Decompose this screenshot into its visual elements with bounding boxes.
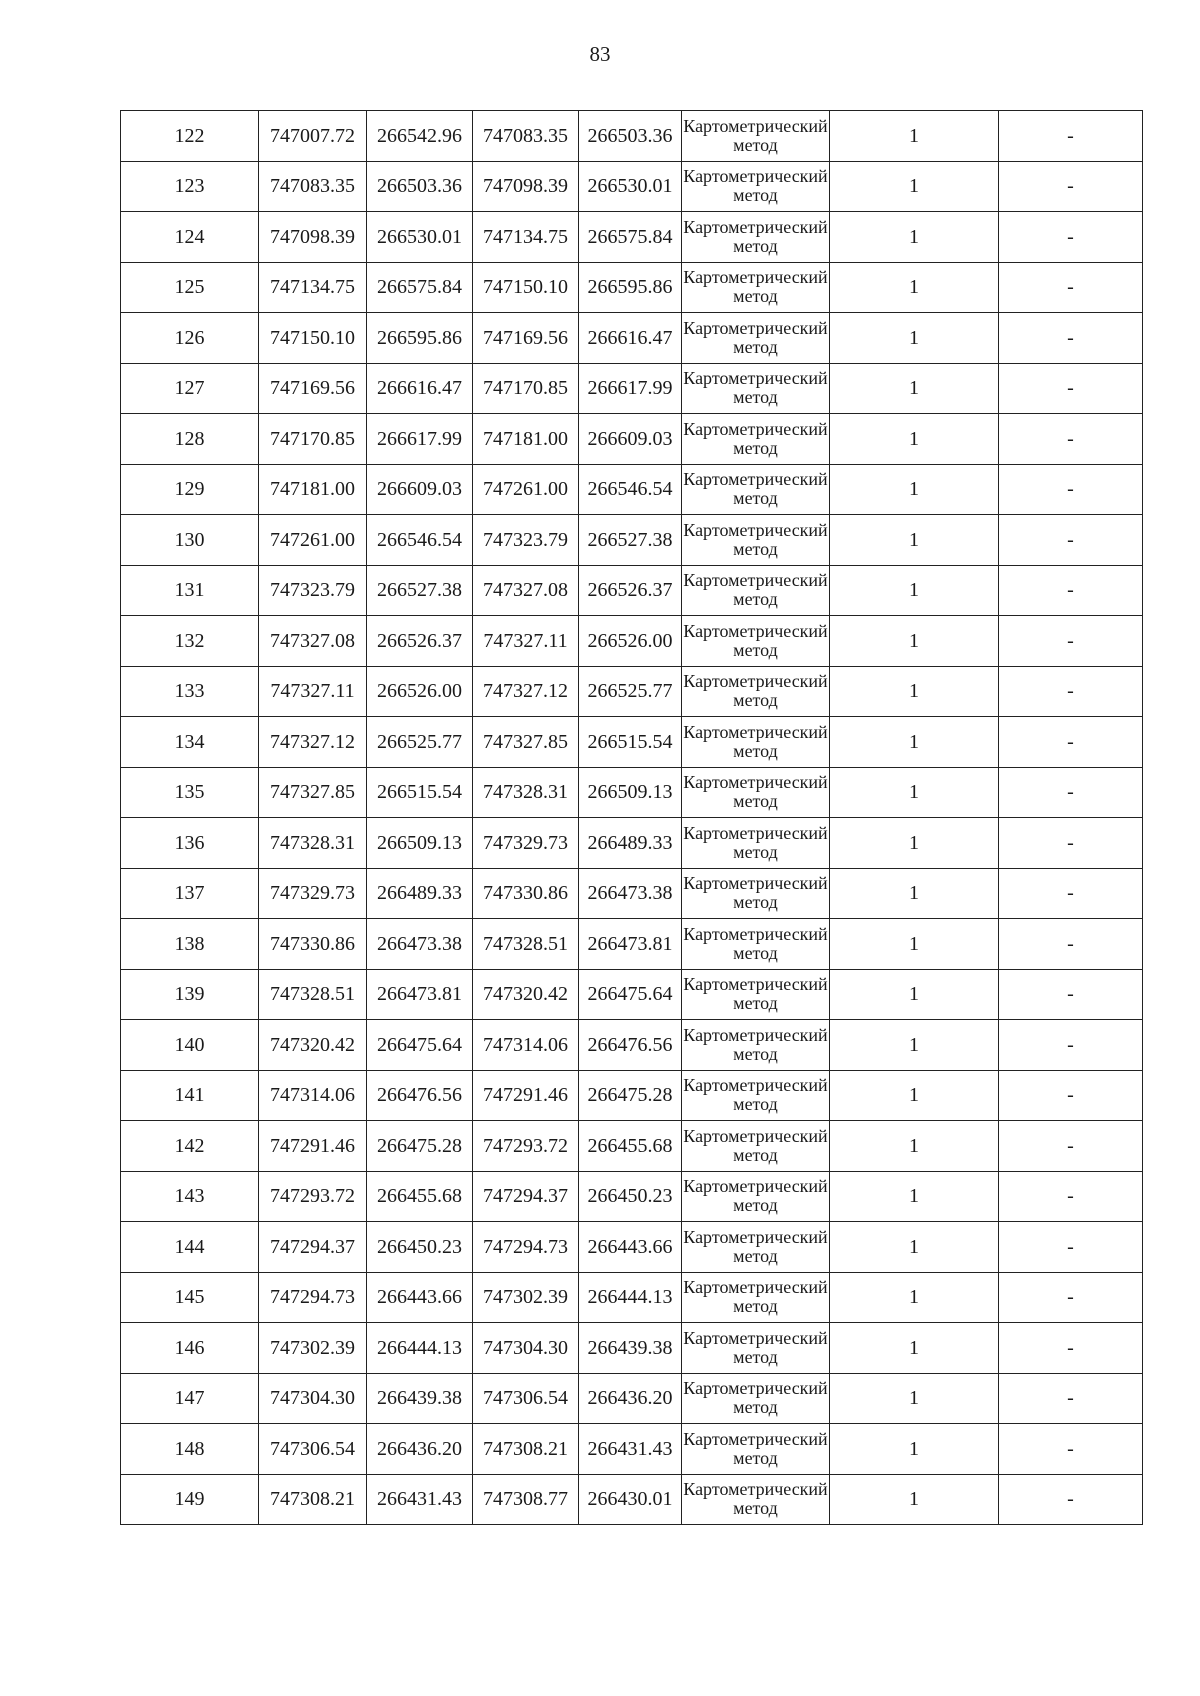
accuracy-cell: 1 bbox=[830, 767, 999, 818]
point-number-cell: 137 bbox=[121, 868, 259, 919]
method-cell: Картометрический метод bbox=[682, 818, 830, 869]
x2-cell: 747323.79 bbox=[473, 515, 579, 566]
x1-cell: 747327.85 bbox=[259, 767, 367, 818]
accuracy-cell: 1 bbox=[830, 919, 999, 970]
point-number-cell: 135 bbox=[121, 767, 259, 818]
table-row bbox=[121, 868, 1143, 919]
x1-cell: 747327.08 bbox=[259, 616, 367, 667]
x2-cell: 747293.72 bbox=[473, 1121, 579, 1172]
y1-cell: 266473.81 bbox=[367, 969, 473, 1020]
x2-cell: 747083.35 bbox=[473, 111, 579, 162]
x2-cell: 747134.75 bbox=[473, 212, 579, 263]
y1-cell: 266473.38 bbox=[367, 919, 473, 970]
y2-cell: 266526.37 bbox=[579, 565, 682, 616]
y1-cell: 266526.00 bbox=[367, 666, 473, 717]
x1-cell: 747323.79 bbox=[259, 565, 367, 616]
point-number-cell: 123 bbox=[121, 161, 259, 212]
x2-cell: 747328.51 bbox=[473, 919, 579, 970]
accuracy-cell: 1 bbox=[830, 1070, 999, 1121]
note-cell: - bbox=[999, 565, 1143, 616]
x1-cell: 747328.51 bbox=[259, 969, 367, 1020]
x1-cell: 747181.00 bbox=[259, 464, 367, 515]
table-row bbox=[121, 363, 1143, 414]
table-row bbox=[121, 1474, 1143, 1525]
y2-cell: 266450.23 bbox=[579, 1171, 682, 1222]
accuracy-cell: 1 bbox=[830, 868, 999, 919]
y2-cell: 266525.77 bbox=[579, 666, 682, 717]
table-row bbox=[121, 1373, 1143, 1424]
note-cell: - bbox=[999, 464, 1143, 515]
x2-cell: 747330.86 bbox=[473, 868, 579, 919]
table-row bbox=[121, 969, 1143, 1020]
accuracy-cell: 1 bbox=[830, 666, 999, 717]
y2-cell: 266595.86 bbox=[579, 262, 682, 313]
point-number-cell: 138 bbox=[121, 919, 259, 970]
y2-cell: 266609.03 bbox=[579, 414, 682, 465]
y1-cell: 266444.13 bbox=[367, 1323, 473, 1374]
y2-cell: 266509.13 bbox=[579, 767, 682, 818]
note-cell: - bbox=[999, 1020, 1143, 1071]
table-row bbox=[121, 111, 1143, 162]
x2-cell: 747327.85 bbox=[473, 717, 579, 768]
method-cell: Картометрический метод bbox=[682, 111, 830, 162]
note-cell: - bbox=[999, 262, 1143, 313]
y1-cell: 266476.56 bbox=[367, 1070, 473, 1121]
x1-cell: 747291.46 bbox=[259, 1121, 367, 1172]
note-cell: - bbox=[999, 313, 1143, 364]
table-row bbox=[121, 1070, 1143, 1121]
method-cell: Картометрический метод bbox=[682, 1474, 830, 1525]
point-number-cell: 147 bbox=[121, 1373, 259, 1424]
x1-cell: 747320.42 bbox=[259, 1020, 367, 1071]
note-cell: - bbox=[999, 212, 1143, 263]
x1-cell: 747294.73 bbox=[259, 1272, 367, 1323]
y2-cell: 266475.64 bbox=[579, 969, 682, 1020]
table-row bbox=[121, 717, 1143, 768]
table-row bbox=[121, 1121, 1143, 1172]
note-cell: - bbox=[999, 1171, 1143, 1222]
y1-cell: 266546.54 bbox=[367, 515, 473, 566]
method-cell: Картометрический метод bbox=[682, 262, 830, 313]
method-cell: Картометрический метод bbox=[682, 717, 830, 768]
note-cell: - bbox=[999, 1424, 1143, 1475]
y2-cell: 266475.28 bbox=[579, 1070, 682, 1121]
x1-cell: 747007.72 bbox=[259, 111, 367, 162]
note-cell: - bbox=[999, 717, 1143, 768]
y1-cell: 266439.38 bbox=[367, 1373, 473, 1424]
x2-cell: 747308.21 bbox=[473, 1424, 579, 1475]
point-number-cell: 136 bbox=[121, 818, 259, 869]
x1-cell: 747134.75 bbox=[259, 262, 367, 313]
method-cell: Картометрический метод bbox=[682, 1272, 830, 1323]
y1-cell: 266526.37 bbox=[367, 616, 473, 667]
note-cell: - bbox=[999, 616, 1143, 667]
method-cell: Картометрический метод bbox=[682, 161, 830, 212]
point-number-cell: 134 bbox=[121, 717, 259, 768]
y1-cell: 266617.99 bbox=[367, 414, 473, 465]
method-cell: Картометрический метод bbox=[682, 212, 830, 263]
table-row bbox=[121, 262, 1143, 313]
accuracy-cell: 1 bbox=[830, 1121, 999, 1172]
note-cell: - bbox=[999, 666, 1143, 717]
x1-cell: 747293.72 bbox=[259, 1171, 367, 1222]
table-row bbox=[121, 161, 1143, 212]
coordinates-table bbox=[120, 110, 1143, 1525]
table-row bbox=[121, 616, 1143, 667]
accuracy-cell: 1 bbox=[830, 515, 999, 566]
y2-cell: 266515.54 bbox=[579, 717, 682, 768]
method-cell: Картометрический метод bbox=[682, 1070, 830, 1121]
note-cell: - bbox=[999, 969, 1143, 1020]
y2-cell: 266527.38 bbox=[579, 515, 682, 566]
x1-cell: 747308.21 bbox=[259, 1474, 367, 1525]
y2-cell: 266616.47 bbox=[579, 313, 682, 364]
y1-cell: 266475.28 bbox=[367, 1121, 473, 1172]
y1-cell: 266609.03 bbox=[367, 464, 473, 515]
accuracy-cell: 1 bbox=[830, 262, 999, 313]
method-cell: Картометрический метод bbox=[682, 868, 830, 919]
accuracy-cell: 1 bbox=[830, 565, 999, 616]
accuracy-cell: 1 bbox=[830, 313, 999, 364]
accuracy-cell: 1 bbox=[830, 1323, 999, 1374]
note-cell: - bbox=[999, 161, 1143, 212]
method-cell: Картометрический метод bbox=[682, 767, 830, 818]
method-cell: Картометрический метод bbox=[682, 464, 830, 515]
table-row bbox=[121, 1171, 1143, 1222]
method-cell: Картометрический метод bbox=[682, 565, 830, 616]
y2-cell: 266575.84 bbox=[579, 212, 682, 263]
y1-cell: 266595.86 bbox=[367, 313, 473, 364]
x1-cell: 747294.37 bbox=[259, 1222, 367, 1273]
x1-cell: 747170.85 bbox=[259, 414, 367, 465]
y1-cell: 266436.20 bbox=[367, 1424, 473, 1475]
y1-cell: 266527.38 bbox=[367, 565, 473, 616]
y2-cell: 266444.13 bbox=[579, 1272, 682, 1323]
method-cell: Картометрический метод bbox=[682, 1171, 830, 1222]
note-cell: - bbox=[999, 1323, 1143, 1374]
y1-cell: 266443.66 bbox=[367, 1272, 473, 1323]
accuracy-cell: 1 bbox=[830, 1373, 999, 1424]
point-number-cell: 125 bbox=[121, 262, 259, 313]
method-cell: Картометрический метод bbox=[682, 1121, 830, 1172]
x1-cell: 747328.31 bbox=[259, 818, 367, 869]
x1-cell: 747261.00 bbox=[259, 515, 367, 566]
note-cell: - bbox=[999, 1474, 1143, 1525]
y1-cell: 266455.68 bbox=[367, 1171, 473, 1222]
x2-cell: 747329.73 bbox=[473, 818, 579, 869]
accuracy-cell: 1 bbox=[830, 969, 999, 1020]
y2-cell: 266617.99 bbox=[579, 363, 682, 414]
point-number-cell: 131 bbox=[121, 565, 259, 616]
accuracy-cell: 1 bbox=[830, 161, 999, 212]
method-cell: Картометрический метод bbox=[682, 616, 830, 667]
y1-cell: 266542.96 bbox=[367, 111, 473, 162]
y2-cell: 266431.43 bbox=[579, 1424, 682, 1475]
point-number-cell: 142 bbox=[121, 1121, 259, 1172]
note-cell: - bbox=[999, 919, 1143, 970]
accuracy-cell: 1 bbox=[830, 1424, 999, 1475]
x2-cell: 747327.08 bbox=[473, 565, 579, 616]
table-row bbox=[121, 464, 1143, 515]
y2-cell: 266473.38 bbox=[579, 868, 682, 919]
y1-cell: 266475.64 bbox=[367, 1020, 473, 1071]
table-row bbox=[121, 515, 1143, 566]
accuracy-cell: 1 bbox=[830, 1222, 999, 1273]
note-cell: - bbox=[999, 1222, 1143, 1273]
y2-cell: 266546.54 bbox=[579, 464, 682, 515]
x1-cell: 747314.06 bbox=[259, 1070, 367, 1121]
point-number-cell: 133 bbox=[121, 666, 259, 717]
y1-cell: 266431.43 bbox=[367, 1474, 473, 1525]
method-cell: Картометрический метод bbox=[682, 1020, 830, 1071]
method-cell: Картометрический метод bbox=[682, 969, 830, 1020]
method-cell: Картометрический метод bbox=[682, 919, 830, 970]
y1-cell: 266509.13 bbox=[367, 818, 473, 869]
y1-cell: 266525.77 bbox=[367, 717, 473, 768]
accuracy-cell: 1 bbox=[830, 818, 999, 869]
x1-cell: 747302.39 bbox=[259, 1323, 367, 1374]
method-cell: Картометрический метод bbox=[682, 666, 830, 717]
accuracy-cell: 1 bbox=[830, 616, 999, 667]
y1-cell: 266515.54 bbox=[367, 767, 473, 818]
accuracy-cell: 1 bbox=[830, 212, 999, 263]
point-number-cell: 145 bbox=[121, 1272, 259, 1323]
y1-cell: 266530.01 bbox=[367, 212, 473, 263]
y2-cell: 266430.01 bbox=[579, 1474, 682, 1525]
y1-cell: 266503.36 bbox=[367, 161, 473, 212]
x2-cell: 747181.00 bbox=[473, 414, 579, 465]
x1-cell: 747098.39 bbox=[259, 212, 367, 263]
point-number-cell: 127 bbox=[121, 363, 259, 414]
note-cell: - bbox=[999, 363, 1143, 414]
method-cell: Картометрический метод bbox=[682, 1373, 830, 1424]
accuracy-cell: 1 bbox=[830, 1474, 999, 1525]
point-number-cell: 126 bbox=[121, 313, 259, 364]
x1-cell: 747330.86 bbox=[259, 919, 367, 970]
y2-cell: 266439.38 bbox=[579, 1323, 682, 1374]
table-row bbox=[121, 818, 1143, 869]
table-row bbox=[121, 666, 1143, 717]
table-row bbox=[121, 1272, 1143, 1323]
x2-cell: 747328.31 bbox=[473, 767, 579, 818]
y2-cell: 266476.56 bbox=[579, 1020, 682, 1071]
accuracy-cell: 1 bbox=[830, 1272, 999, 1323]
note-cell: - bbox=[999, 767, 1143, 818]
x2-cell: 747294.73 bbox=[473, 1222, 579, 1273]
method-cell: Картометрический метод bbox=[682, 363, 830, 414]
note-cell: - bbox=[999, 868, 1143, 919]
table-row bbox=[121, 414, 1143, 465]
method-cell: Картометрический метод bbox=[682, 1323, 830, 1374]
point-number-cell: 124 bbox=[121, 212, 259, 263]
accuracy-cell: 1 bbox=[830, 414, 999, 465]
y2-cell: 266489.33 bbox=[579, 818, 682, 869]
note-cell: - bbox=[999, 111, 1143, 162]
y2-cell: 266455.68 bbox=[579, 1121, 682, 1172]
table-row bbox=[121, 1323, 1143, 1374]
note-cell: - bbox=[999, 1272, 1143, 1323]
table-row bbox=[121, 1424, 1143, 1475]
point-number-cell: 122 bbox=[121, 111, 259, 162]
table-row bbox=[121, 212, 1143, 263]
table-row bbox=[121, 919, 1143, 970]
note-cell: - bbox=[999, 414, 1143, 465]
x1-cell: 747083.35 bbox=[259, 161, 367, 212]
x2-cell: 747306.54 bbox=[473, 1373, 579, 1424]
note-cell: - bbox=[999, 515, 1143, 566]
point-number-cell: 148 bbox=[121, 1424, 259, 1475]
y1-cell: 266489.33 bbox=[367, 868, 473, 919]
method-cell: Картометрический метод bbox=[682, 313, 830, 364]
y2-cell: 266473.81 bbox=[579, 919, 682, 970]
note-cell: - bbox=[999, 818, 1143, 869]
point-number-cell: 129 bbox=[121, 464, 259, 515]
table-row bbox=[121, 1020, 1143, 1071]
table-row bbox=[121, 565, 1143, 616]
x2-cell: 747098.39 bbox=[473, 161, 579, 212]
x1-cell: 747304.30 bbox=[259, 1373, 367, 1424]
point-number-cell: 130 bbox=[121, 515, 259, 566]
x2-cell: 747320.42 bbox=[473, 969, 579, 1020]
x2-cell: 747294.37 bbox=[473, 1171, 579, 1222]
y1-cell: 266450.23 bbox=[367, 1222, 473, 1273]
x1-cell: 747329.73 bbox=[259, 868, 367, 919]
point-number-cell: 140 bbox=[121, 1020, 259, 1071]
point-number-cell: 132 bbox=[121, 616, 259, 667]
accuracy-cell: 1 bbox=[830, 717, 999, 768]
x2-cell: 747150.10 bbox=[473, 262, 579, 313]
table-body bbox=[121, 111, 1143, 1525]
x1-cell: 747306.54 bbox=[259, 1424, 367, 1475]
table-row bbox=[121, 767, 1143, 818]
point-number-cell: 146 bbox=[121, 1323, 259, 1374]
method-cell: Картометрический метод bbox=[682, 515, 830, 566]
accuracy-cell: 1 bbox=[830, 363, 999, 414]
point-number-cell: 149 bbox=[121, 1474, 259, 1525]
method-cell: Картометрический метод bbox=[682, 1424, 830, 1475]
point-number-cell: 141 bbox=[121, 1070, 259, 1121]
note-cell: - bbox=[999, 1121, 1143, 1172]
point-number-cell: 144 bbox=[121, 1222, 259, 1273]
x1-cell: 747169.56 bbox=[259, 363, 367, 414]
x2-cell: 747327.11 bbox=[473, 616, 579, 667]
accuracy-cell: 1 bbox=[830, 1020, 999, 1071]
y1-cell: 266616.47 bbox=[367, 363, 473, 414]
x2-cell: 747327.12 bbox=[473, 666, 579, 717]
note-cell: - bbox=[999, 1070, 1143, 1121]
x2-cell: 747169.56 bbox=[473, 313, 579, 364]
y2-cell: 266530.01 bbox=[579, 161, 682, 212]
x2-cell: 747314.06 bbox=[473, 1020, 579, 1071]
x2-cell: 747302.39 bbox=[473, 1272, 579, 1323]
y2-cell: 266526.00 bbox=[579, 616, 682, 667]
accuracy-cell: 1 bbox=[830, 111, 999, 162]
page-number: 83 bbox=[589, 42, 611, 66]
x2-cell: 747170.85 bbox=[473, 363, 579, 414]
point-number-cell: 128 bbox=[121, 414, 259, 465]
y1-cell: 266575.84 bbox=[367, 262, 473, 313]
y2-cell: 266443.66 bbox=[579, 1222, 682, 1273]
x2-cell: 747261.00 bbox=[473, 464, 579, 515]
y2-cell: 266503.36 bbox=[579, 111, 682, 162]
accuracy-cell: 1 bbox=[830, 464, 999, 515]
x1-cell: 747327.12 bbox=[259, 717, 367, 768]
x2-cell: 747291.46 bbox=[473, 1070, 579, 1121]
y2-cell: 266436.20 bbox=[579, 1373, 682, 1424]
point-number-cell: 143 bbox=[121, 1171, 259, 1222]
method-cell: Картометрический метод bbox=[682, 414, 830, 465]
point-number-cell: 139 bbox=[121, 969, 259, 1020]
note-cell: - bbox=[999, 1373, 1143, 1424]
accuracy-cell: 1 bbox=[830, 1171, 999, 1222]
x2-cell: 747304.30 bbox=[473, 1323, 579, 1374]
table-row bbox=[121, 1222, 1143, 1273]
x1-cell: 747150.10 bbox=[259, 313, 367, 364]
method-cell: Картометрический метод bbox=[682, 1222, 830, 1273]
table-row bbox=[121, 313, 1143, 364]
x1-cell: 747327.11 bbox=[259, 666, 367, 717]
x2-cell: 747308.77 bbox=[473, 1474, 579, 1525]
